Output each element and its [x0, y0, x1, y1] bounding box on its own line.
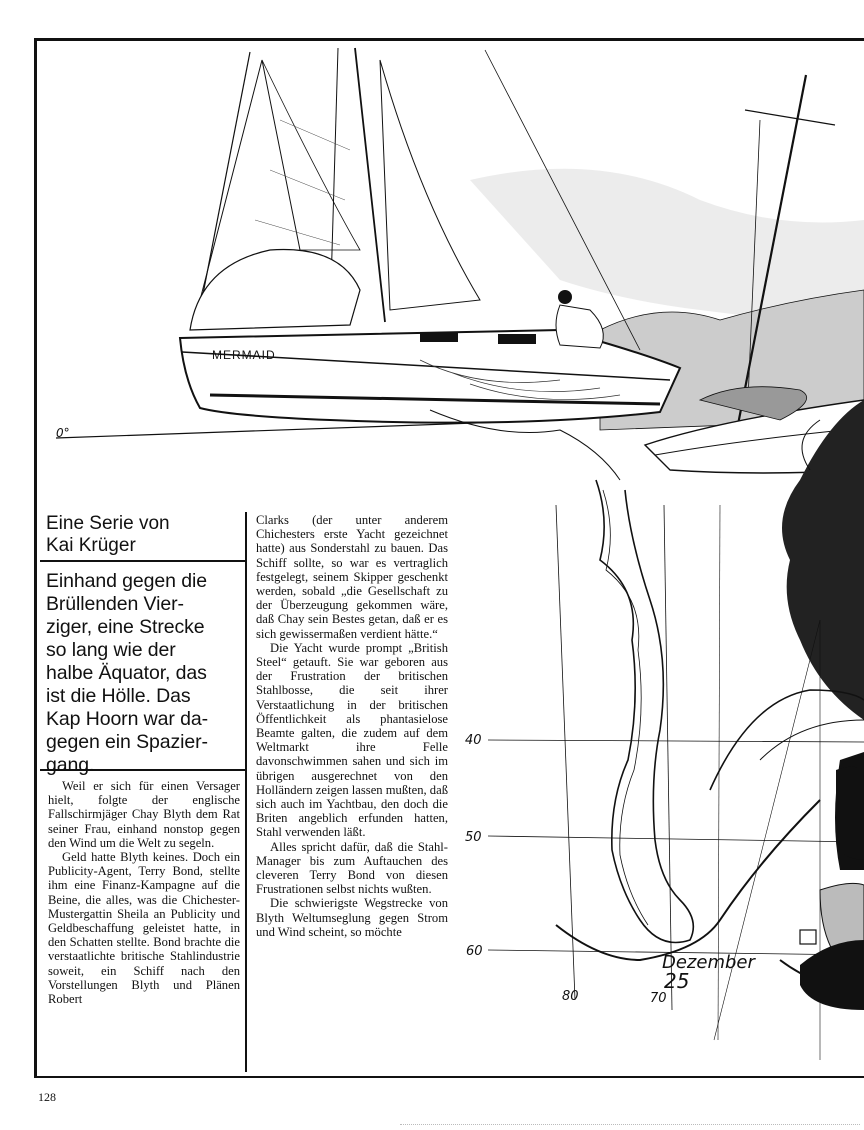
- longitude-label: 70: [650, 991, 667, 1006]
- byline-line: Eine Serie von: [46, 513, 170, 534]
- headline-line: Kap Hoorn war da-: [46, 708, 208, 730]
- paragraph: Alles spricht dafür, daß die Stahl-Manager bis zum Auftauchen des cleveren Terry Bond von diesen Frustrationen selbst nichts wußten.: [256, 839, 448, 897]
- bottom-dotted-rule: [400, 1124, 860, 1126]
- article-column-1: [48, 779, 240, 1006]
- boat-name-label: MERMAID: [212, 348, 276, 362]
- paragraph: Die Yacht wurde prompt „British Steel“ getauft. Sie war geboren aus der Frustration der britischen Stahlbosse, die seit ihrer Verstaatlichung in der britischen Öffentlichkeit als phantasielose Beamte galten, die zudem auf dem Weltmarkt ihre Felle davonschwimmen sahen und sich im übrigen ausgerechnet von den Holländern zeigen lassen mußten, daß sich auch im Yachtbau, den doch die Briten angeblich erfunden hatten, Stahl verwenden läßt.: [256, 640, 448, 840]
- headline-line: ziger, eine Strecke: [46, 616, 205, 638]
- byline-author: Kai Krüger: [46, 535, 136, 556]
- latitude-label: 40: [465, 733, 482, 748]
- degree-label: 0°: [56, 426, 70, 440]
- paragraph: Geld hatte Blyth keines. Doch ein Publicity-Agent, Terry Bond, stellte ihm eine Finanz-Kampagne auf die Beine, die alles, was die Chichester-Mustergattin Sheila an Publicity und Geldbeschaffung geleistet hatte, in den Schatten stellte. Bond brachte die verstaatlichte britische Stahlindustrie soweit, ein Schiff nach den Vorstellungen Blyth und Plänen Robert: [48, 850, 240, 1007]
- latitude-label: 60: [466, 944, 483, 959]
- headline-line: Brüllenden Vier-: [46, 593, 184, 615]
- column-divider: [245, 512, 247, 1072]
- latitude-label: 50: [465, 830, 482, 845]
- headline-line: so lang wie der: [46, 639, 176, 661]
- headline-line: ist die Hölle. Das: [46, 685, 191, 707]
- page-number: 128: [38, 1090, 56, 1104]
- paragraph: Die schwierigste Wegstrecke von Blyth Weltumseglung gegen Strom und Wind scheint, so möchte: [256, 896, 448, 939]
- date-word-label: Dezember: [662, 952, 755, 973]
- headline-line: gegen ein Spazier-: [46, 731, 208, 753]
- headline-line: halbe Äquator, das: [46, 662, 207, 684]
- byline: [40, 510, 246, 562]
- date-day-label: 25: [664, 969, 690, 993]
- headline-line: gang.: [46, 754, 95, 776]
- paragraph: Clarks (der unter anderem Chichesters erste Yacht gezeichnet hatte) aus Sonderstahl zu bauen. Das Schiff sollte, so war es vertraglich festgelegt, seinem Skipper geschenkt werden, sobald „die Gesellschaft zu der Überzeugung gekommen wäre, daß Chay sein Bestes getan, daß er es sich gewissermaßen verdient hätte.“: [256, 513, 448, 641]
- paragraph: Weil er sich für einen Versager hielt, folgte der englische Fallschirmjäger Chay Blyth dem Rat seiner Frau, einhand nonstop gegen den Wind um die Welt zu segeln.: [48, 779, 240, 850]
- article-column-2: [256, 513, 448, 939]
- headline-line: Einhand gegen die: [46, 570, 207, 592]
- longitude-label: 80: [562, 989, 579, 1004]
- headline-intro: [40, 565, 246, 776]
